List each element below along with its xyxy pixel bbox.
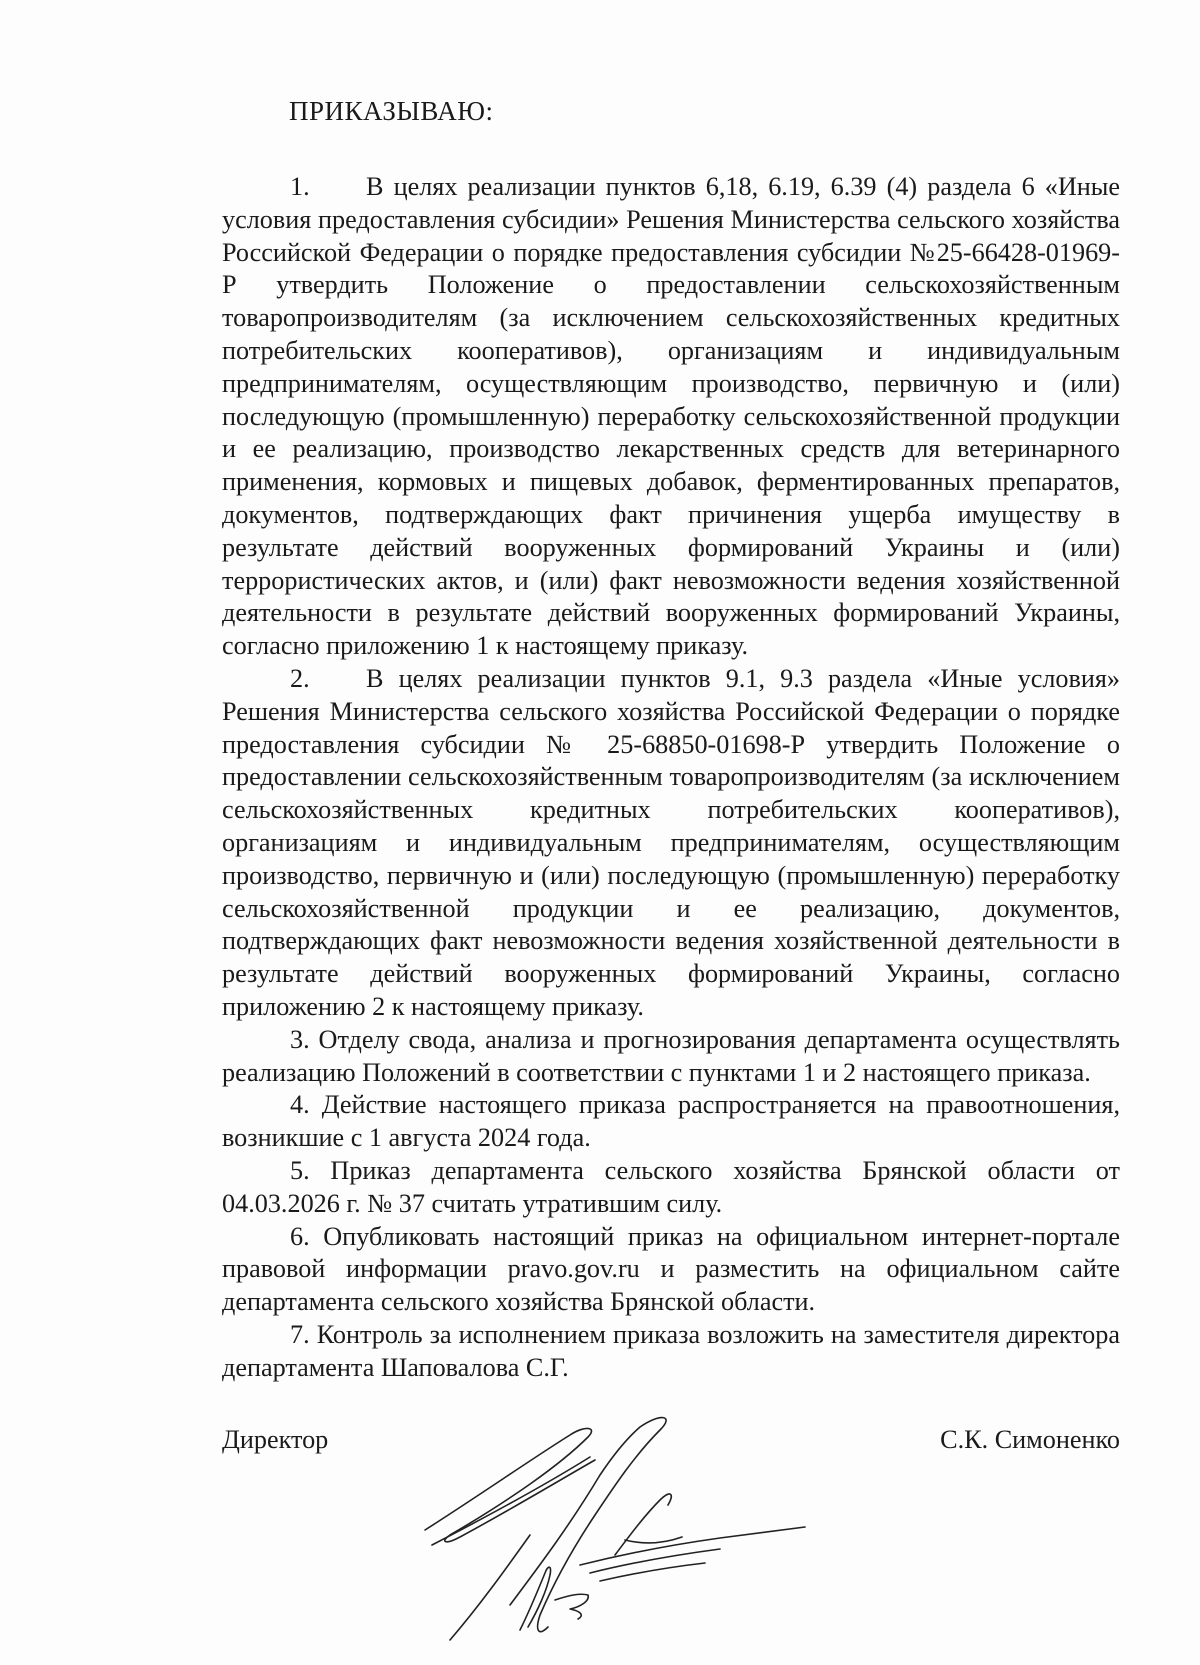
order-item-5: 5. Приказ департамента сельского хозяйства Брянской области от 04.03.2026 г. № 37 считать утратившим силу. xyxy=(222,1155,1120,1218)
order-item-text: В целях реализации пунктов 6,18, 6.19, 6.39 (4) раздела 6 «Иные условия предоставления субсидии» Решения Министерства сельского хозяйства Российской Федерации о порядке предоставления субсидии №25-66428-01969-Р утвердить Положение о предоставлении сельскохозяйственным товаропроизводителям (за исключением сельскохозяйственных кредитных потребительских кооперативов), организациям и индивидуальным предпринимателям, осуществляющим производство, первичную и (или) последующую (промышленную) переработку сельскохозяйственной продукции и ее реализацию, производство лекарственных средств для ветеринарного применения, кормовых и пищевых добавок, ферментированных препаратов, документов, подтверждающих факт причинения ущерба имуществу в результате действий вооруженных формирований Украины и (или) террористических актов, и (или) факт невозможности ведения хозяйственной деятельности в результате действий вооруженных формирований Украины, согласно приложению 1 к настоящему приказу. xyxy=(222,172,1120,661)
handwritten-signature xyxy=(420,1405,840,1655)
order-item-number: 1. xyxy=(290,172,310,201)
order-body xyxy=(222,171,1120,1384)
order-item-7: 7. Контроль за исполнением приказа возложить на заместителя директора департамента Шаповалова С.Г. xyxy=(222,1319,1120,1382)
signatory-name: С.К. Симоненко xyxy=(940,1425,1120,1454)
order-heading: ПРИКАЗЫВАЮ: xyxy=(289,96,494,126)
order-item-text: В целях реализации пунктов 9.1, 9.3 раздела «Иные условия» Решения Министерства сельского хозяйства Российской Федерации о порядке предоставления субсидии № 25-68850-01698-Р утвердить Положение о предоставлении сельскохозяйственным товаропроизводителям (за исключением сельскохозяйственных кредитных потребительских кооперативов), организациям и индивидуальным предпринимателям, осуществляющим производство, первичную и (или) последующую (промышленную) переработку сельскохозяйственной продукции и ее реализацию, документов, подтверждающих факт невозможности ведения хозяйственной деятельности в результате действий вооруженных формирований Украины, согласно приложению 2 к настоящему приказу. xyxy=(222,663,1120,1021)
signatory-position: Директор xyxy=(222,1425,329,1454)
order-item-6: 6. Опубликовать настоящий приказ на официальном интернет-портале правовой информации pravo.gov.ru и разместить на официальном сайте департамента сельского хозяйства Брянской области. xyxy=(222,1221,1120,1317)
order-item-number: 2. xyxy=(290,663,310,693)
order-item-2 xyxy=(222,663,1120,1024)
order-item-1 xyxy=(222,171,1120,663)
order-item-4: 4. Действие настоящего приказа распространяется на правоотношения, возникшие с 1 августа 2024 года. xyxy=(222,1090,1120,1153)
order-item-3: 3. Отделу свода, анализа и прогнозирования департамента осуществлять реализацию Положений в соответствии с пунктами 1 и 2 настоящего приказа. xyxy=(222,1024,1120,1087)
